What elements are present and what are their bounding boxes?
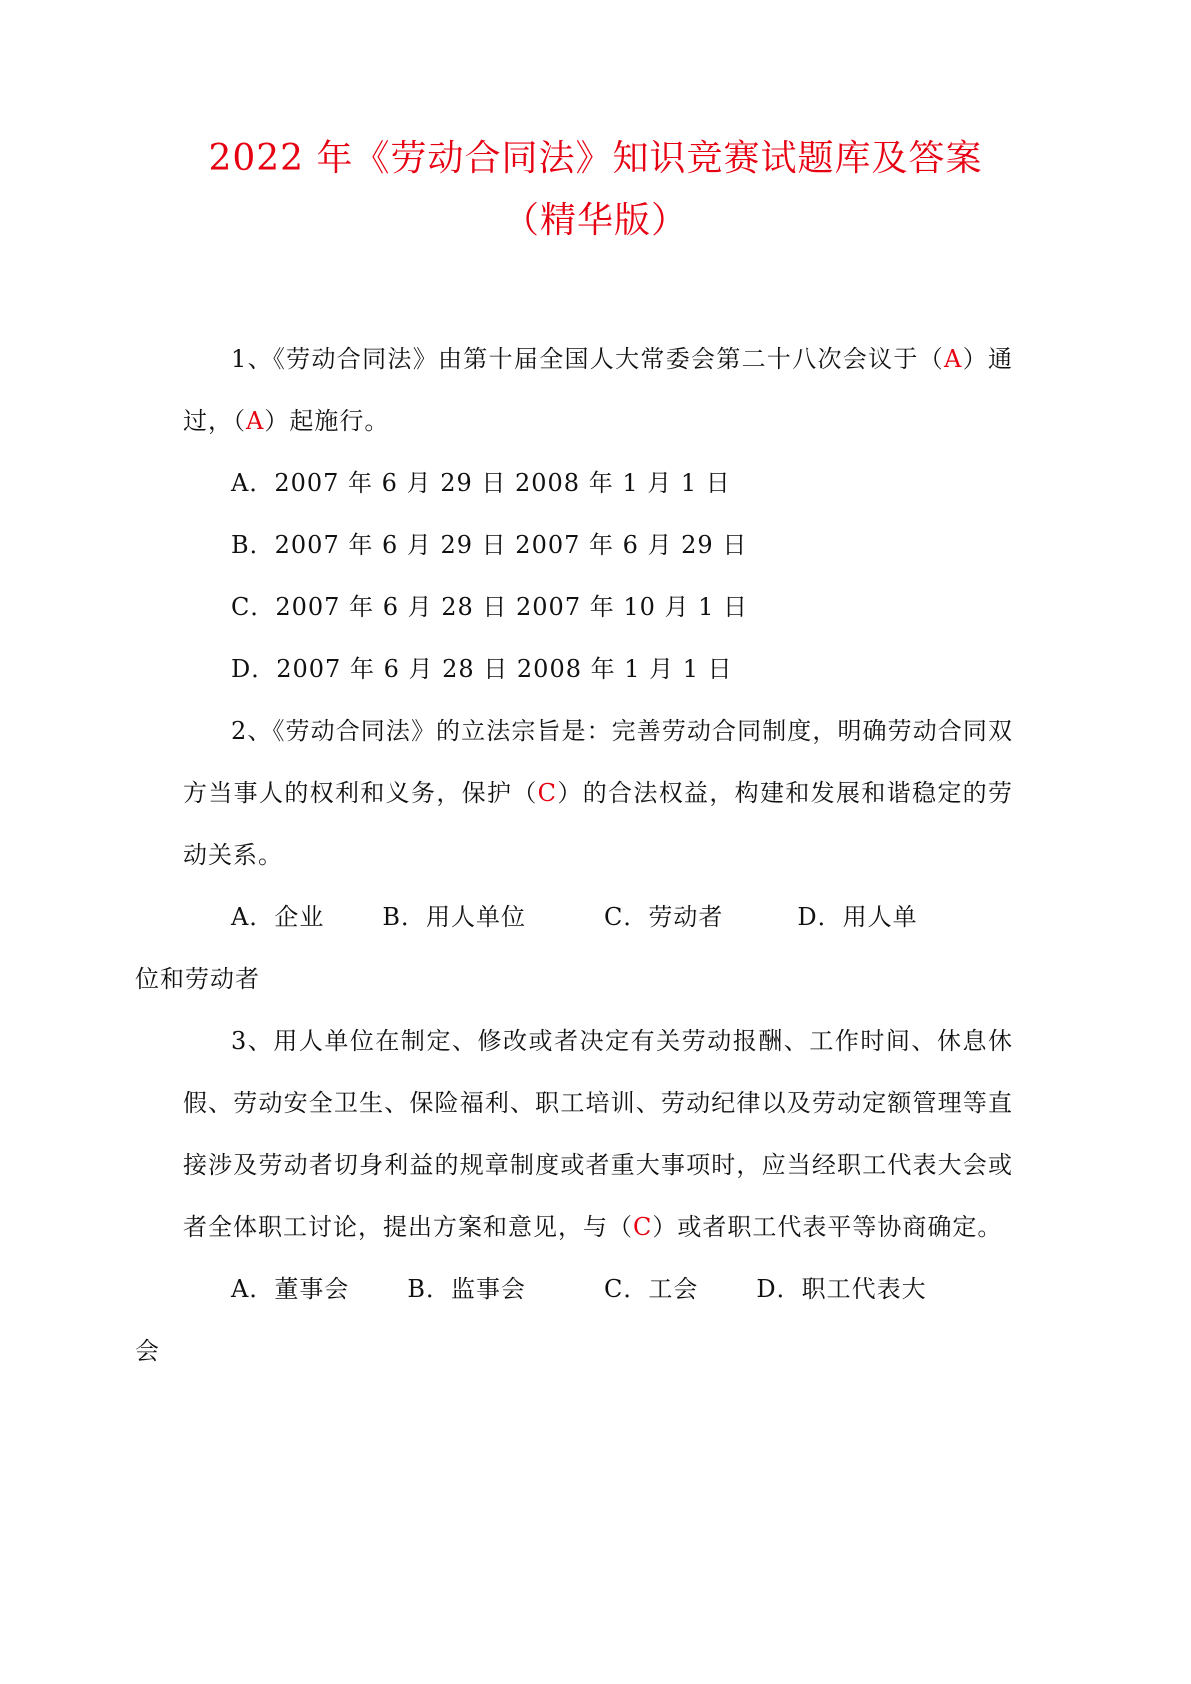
question-2-option-d-cont: 位和劳动者: [135, 965, 260, 993]
question-1-answer-2: A: [246, 407, 265, 435]
question-3-option-d-cont: 会: [135, 1337, 160, 1365]
question-1-option-d: D．2007 年 6 月 28 日 2008 年 1 月 1 日: [231, 655, 733, 683]
question-3-text-b: ）或者职工代表平等协商确定。: [652, 1213, 1003, 1241]
question-3-answer: C: [633, 1213, 653, 1241]
question-3-stem: [183, 1010, 1013, 1258]
question-1-text-a: 1、《劳动合同法》由第十届全国人大常委会第二十八次会议于（: [231, 345, 945, 373]
question-3-option-a: A．董事会: [231, 1275, 350, 1303]
question-1-answer-1: A: [944, 345, 963, 373]
page-title: [0, 128, 1191, 252]
question-2-text-b: ）的合法权益，构建和发展和谐稳定的劳动关系。: [183, 779, 1014, 869]
title-line-2: （精华版）: [502, 200, 688, 241]
title-line-1: 2022 年《劳动合同法》知识竞赛试题库及答案: [208, 138, 983, 179]
question-list: [135, 328, 1014, 1382]
question-2-answer: C: [537, 779, 558, 807]
question-3-option-b: B．监事会: [407, 1275, 526, 1303]
question-3-option-c: C．工会: [603, 1275, 699, 1303]
question-1-text-b: ）通过，（: [183, 345, 1013, 435]
question-1-stem: [183, 328, 1013, 452]
question-1-text-c: ）起施行。: [264, 407, 390, 435]
question-2-option-d: D．用人单: [797, 903, 918, 931]
question-2-option-a: A．企业: [231, 903, 325, 931]
question-2-stem: [183, 700, 1013, 886]
question-1-option-b: B．2007 年 6 月 29 日 2007 年 6 月 29 日: [231, 531, 748, 559]
question-1-option-a: A．2007 年 6 月 29 日 2008 年 1 月 1 日: [231, 469, 731, 497]
question-1-option-c: C．2007 年 6 月 28 日 2007 年 10 月 1 日: [231, 593, 749, 621]
question-2-text-a: 2、《劳动合同法》的立法宗旨是：完善劳动合同制度，明确劳动合同双方当事人的权利和义务，保护（: [183, 717, 1013, 807]
question-3-text-a: 3、用人单位在制定、修改或者决定有关劳动报酬、工作时间、休息休假、劳动安全卫生、保险福利、职工培训、劳动纪律以及劳动定额管理等直接涉及劳动者切身利益的规章制度或者重大事项时，应当经职工代表大会或者全体职工讨论，提出方案和意见，与（: [183, 1027, 1013, 1241]
question-2-options: [135, 886, 1013, 1010]
question-2-option-c: C．劳动者: [603, 903, 724, 931]
question-3-option-d: D．职工代表大: [756, 1275, 927, 1303]
question-3-options: [135, 1258, 1013, 1382]
question-2-option-b: B．用人单位: [382, 903, 526, 931]
